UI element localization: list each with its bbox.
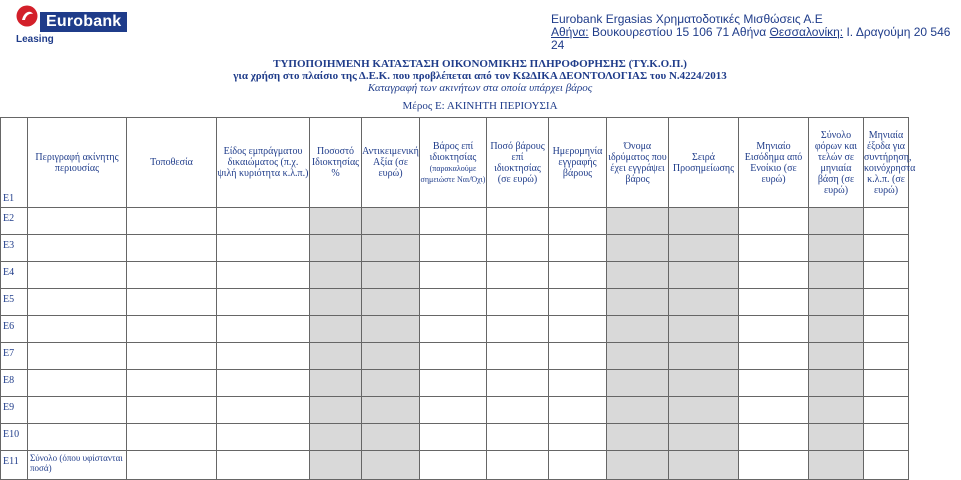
table-cell[interactable] xyxy=(739,424,809,451)
table-cell[interactable] xyxy=(28,397,127,424)
table-cell[interactable] xyxy=(809,370,864,397)
header-expenses: Μηνιαία έξοδα για συντήρηση, κοινόχρηστα κ.λ.π. (σε ευρώ) xyxy=(864,118,909,208)
table-cell[interactable] xyxy=(549,208,607,235)
table-cell[interactable] xyxy=(362,397,420,424)
logo-brand: Eurobank xyxy=(40,12,127,32)
table-row xyxy=(1,235,961,262)
table-cell[interactable] xyxy=(362,370,420,397)
table-cell[interactable] xyxy=(809,451,864,480)
table-cell[interactable] xyxy=(549,397,607,424)
table-cell[interactable] xyxy=(420,289,487,316)
table-cell[interactable] xyxy=(607,424,669,451)
table-cell[interactable] xyxy=(739,289,809,316)
table-cell[interactable] xyxy=(127,397,217,424)
header-location: Τοποθεσία xyxy=(127,118,217,208)
table-row xyxy=(1,370,961,397)
table-cell[interactable] xyxy=(217,343,310,370)
company-address xyxy=(551,26,960,52)
table-cell[interactable] xyxy=(669,343,739,370)
row-label: E7 xyxy=(1,343,28,370)
table-row xyxy=(1,208,961,235)
table-cell[interactable] xyxy=(607,289,669,316)
table-cell[interactable] xyxy=(607,397,669,424)
row-label: E9 xyxy=(1,397,28,424)
table-cell[interactable] xyxy=(28,208,127,235)
table-cell[interactable] xyxy=(420,235,487,262)
table-cell[interactable] xyxy=(217,451,310,480)
athens-label: Αθήνα: xyxy=(551,25,589,39)
real-estate-table xyxy=(0,117,961,480)
table-cell[interactable] xyxy=(217,262,310,289)
table-cell[interactable] xyxy=(362,451,420,480)
table-row xyxy=(1,343,961,370)
table-cell[interactable] xyxy=(549,235,607,262)
form-subtitle: για χρήση στο πλαίσιο της Δ.Ε.Κ. που προβλέπεται από τον ΚΩΔΙΚΑ ΔΕΟΝΤΟΛΟΓΙΑΣ του Ν.4224/2013 xyxy=(233,70,727,82)
table-cell[interactable] xyxy=(310,343,362,370)
table-cell[interactable] xyxy=(362,424,420,451)
table-cell[interactable] xyxy=(127,289,217,316)
table-cell[interactable] xyxy=(549,370,607,397)
table-cell[interactable] xyxy=(487,397,549,424)
table-cell[interactable] xyxy=(864,316,909,343)
row-label-e1: E1 xyxy=(1,118,28,208)
table-cell[interactable] xyxy=(487,208,549,235)
table-cell[interactable] xyxy=(362,235,420,262)
table-cell[interactable] xyxy=(420,208,487,235)
table-cell[interactable] xyxy=(217,235,310,262)
table-cell[interactable] xyxy=(310,235,362,262)
table-cell[interactable] xyxy=(669,397,739,424)
row-label: E10 xyxy=(1,424,28,451)
table-cell[interactable] xyxy=(420,397,487,424)
table-cell[interactable] xyxy=(310,289,362,316)
table-cell[interactable] xyxy=(864,424,909,451)
table-cell[interactable] xyxy=(809,262,864,289)
table-cell[interactable] xyxy=(127,424,217,451)
table-cell[interactable] xyxy=(549,343,607,370)
table-cell[interactable] xyxy=(809,343,864,370)
table-cell[interactable] xyxy=(310,451,362,480)
table-cell[interactable] xyxy=(420,370,487,397)
table-cell[interactable] xyxy=(217,289,310,316)
table-cell[interactable] xyxy=(607,316,669,343)
table-cell[interactable] xyxy=(217,424,310,451)
table-cell[interactable] xyxy=(809,397,864,424)
table-cell[interactable] xyxy=(217,208,310,235)
table-cell[interactable] xyxy=(864,289,909,316)
eurobank-logo-icon xyxy=(16,5,38,27)
table-cell[interactable] xyxy=(310,262,362,289)
header-description: Περιγραφή ακίνητης περιουσίας xyxy=(28,118,127,208)
table-cell[interactable] xyxy=(362,343,420,370)
table-cell[interactable] xyxy=(739,235,809,262)
table-cell[interactable] xyxy=(864,451,909,480)
table-cell[interactable] xyxy=(310,208,362,235)
table-cell[interactable] xyxy=(549,424,607,451)
row-label: E4 xyxy=(1,262,28,289)
table-cell[interactable] xyxy=(420,262,487,289)
table-cell[interactable] xyxy=(487,289,549,316)
table-cell[interactable] xyxy=(487,316,549,343)
table-cell[interactable] xyxy=(362,289,420,316)
table-cell[interactable] xyxy=(217,316,310,343)
table-cell[interactable] xyxy=(487,451,549,480)
table-cell[interactable] xyxy=(487,370,549,397)
table-cell[interactable] xyxy=(420,343,487,370)
table-cell[interactable] xyxy=(310,316,362,343)
table-cell[interactable] xyxy=(28,289,127,316)
row-label: E3 xyxy=(1,235,28,262)
header-rent-income: Μηνιαίο Εισόδημα από Ενοίκιο (σε ευρώ) xyxy=(739,118,809,208)
table-cell[interactable] xyxy=(739,397,809,424)
table-cell[interactable] xyxy=(28,424,127,451)
table-cell[interactable] xyxy=(362,262,420,289)
table-cell[interactable] xyxy=(28,370,127,397)
table-cell[interactable] xyxy=(607,235,669,262)
table-cell[interactable] xyxy=(127,208,217,235)
table-cell[interactable] xyxy=(669,424,739,451)
table-cell[interactable] xyxy=(127,262,217,289)
table-cell[interactable] xyxy=(739,343,809,370)
athens-address: Βουκουρεστίου 15 106 71 Αθήνα xyxy=(588,25,770,39)
table-cell[interactable] xyxy=(487,424,549,451)
table-cell[interactable] xyxy=(739,451,809,480)
table-cell[interactable] xyxy=(809,208,864,235)
row-label: E5 xyxy=(1,289,28,316)
table-cell[interactable] xyxy=(809,424,864,451)
table-cell[interactable] xyxy=(669,208,739,235)
table-cell[interactable] xyxy=(362,208,420,235)
table-cell[interactable] xyxy=(607,343,669,370)
table-cell[interactable] xyxy=(809,235,864,262)
table-row xyxy=(1,424,961,451)
header-encumbrance: Βάρος επί ιδιοκτησίας xyxy=(429,140,477,163)
table-cell[interactable] xyxy=(127,451,217,480)
table-cell[interactable] xyxy=(864,397,909,424)
table-cell[interactable] xyxy=(669,289,739,316)
table-cell[interactable] xyxy=(310,424,362,451)
row-label: E2 xyxy=(1,208,28,235)
table-cell[interactable] xyxy=(310,397,362,424)
table-cell[interactable] xyxy=(549,316,607,343)
table-cell[interactable] xyxy=(739,370,809,397)
table-cell[interactable] xyxy=(607,208,669,235)
table-cell[interactable] xyxy=(864,262,909,289)
table-cell[interactable] xyxy=(607,370,669,397)
table-cell[interactable] xyxy=(809,316,864,343)
section-title: Μέρος Ε: ΑΚΙΝΗΤΗ ΠΕΡΙΟΥΣΙΑ xyxy=(402,100,558,112)
table-cell[interactable] xyxy=(864,235,909,262)
table-cell[interactable] xyxy=(487,262,549,289)
table-cell[interactable] xyxy=(607,451,669,480)
table-cell[interactable] xyxy=(487,343,549,370)
row-label: E11 xyxy=(1,451,28,480)
table-cell[interactable] xyxy=(487,235,549,262)
thess-label: Θεσσαλονίκη: xyxy=(769,25,844,39)
thess-address: Ι. Δραγούμη 20 546 24 xyxy=(551,25,951,52)
table-cell[interactable] xyxy=(127,343,217,370)
table-cell[interactable] xyxy=(669,316,739,343)
table-cell[interactable] xyxy=(549,262,607,289)
row-label: E8 xyxy=(1,370,28,397)
table-cell[interactable] xyxy=(739,316,809,343)
table-cell[interactable] xyxy=(669,451,739,480)
table-row xyxy=(1,316,961,343)
header-registration-date: Ημερομηνία εγγραφής βάρους xyxy=(549,118,607,208)
header-institution: Όνομα ιδρύματος που έχει εγγράψει βάρος xyxy=(607,118,669,208)
table-cell[interactable] xyxy=(217,370,310,397)
table-cell[interactable] xyxy=(669,262,739,289)
table-row xyxy=(1,397,961,424)
table-cell[interactable] xyxy=(28,235,127,262)
header-objective-value: Αντικειμενική Αξία (σε ευρώ) xyxy=(362,118,420,208)
table-cell[interactable] xyxy=(28,262,127,289)
header-market-value xyxy=(420,118,487,208)
table-cell[interactable] xyxy=(127,370,217,397)
form-description: Καταγραφή των ακινήτων στα οποία υπάρχει βάρος xyxy=(367,82,593,94)
header-ownership-pct: Ποσοστό Ιδιοκτησίας % xyxy=(310,118,362,208)
header-priority: Σειρά Προσημείωσης xyxy=(669,118,739,208)
header-encumbrance-amount: Ποσό βάρους επί ιδιοκτησίας (σε ευρώ) xyxy=(487,118,549,208)
table-cell[interactable] xyxy=(310,370,362,397)
table-cell[interactable] xyxy=(864,208,909,235)
total-label: Σύνολο (όπου υφίστανται ποσά) xyxy=(28,451,127,480)
table-cell[interactable] xyxy=(809,289,864,316)
table-cell[interactable] xyxy=(669,235,739,262)
table-cell[interactable] xyxy=(549,451,607,480)
table-row xyxy=(1,262,961,289)
table-cell[interactable] xyxy=(864,370,909,397)
table-cell[interactable] xyxy=(420,316,487,343)
company-name: Eurobank Ergasias Χρηματοδοτικές Μισθώσεις Α.Ε xyxy=(551,12,823,26)
table-cell[interactable] xyxy=(217,397,310,424)
table-cell[interactable] xyxy=(28,343,127,370)
form-title: ΤΥΠΟΠΟΙΗΜΕΝΗ ΚΑΤΑΣΤΑΣΗ ΟΙΚΟΝΟΜΙΚΗΣ ΠΛΗΡΟΦΟΡΗΣΗΣ (ΤΥ.Κ.Ο.Π.) xyxy=(273,58,687,70)
table-cell[interactable] xyxy=(420,451,487,480)
eurobank-logo xyxy=(16,4,126,44)
table-row xyxy=(1,289,961,316)
table-cell[interactable] xyxy=(739,208,809,235)
row-label: E6 xyxy=(1,316,28,343)
table-cell[interactable] xyxy=(362,316,420,343)
table-cell[interactable] xyxy=(127,235,217,262)
logo-sub: Leasing xyxy=(16,34,54,45)
table-cell[interactable] xyxy=(420,424,487,451)
table-cell[interactable] xyxy=(864,343,909,370)
table-cell[interactable] xyxy=(549,289,607,316)
table-cell[interactable] xyxy=(669,370,739,397)
table-row xyxy=(1,451,961,480)
header-encumbrance-note: (παρακαλούμε σημειώστε Ναι/Όχι) xyxy=(420,163,486,184)
table-cell[interactable] xyxy=(739,262,809,289)
table-cell[interactable] xyxy=(28,316,127,343)
table-cell[interactable] xyxy=(607,262,669,289)
header-taxes: Σύνολο φόρων και τελών σε μηνιαία βάση (σε ευρώ) xyxy=(809,118,864,208)
header-right-type: Είδος εμπράγματου δικαιώματος (π.χ. ψιλή κυριότητα κ.λ.π.) xyxy=(217,118,310,208)
table-cell[interactable] xyxy=(127,316,217,343)
